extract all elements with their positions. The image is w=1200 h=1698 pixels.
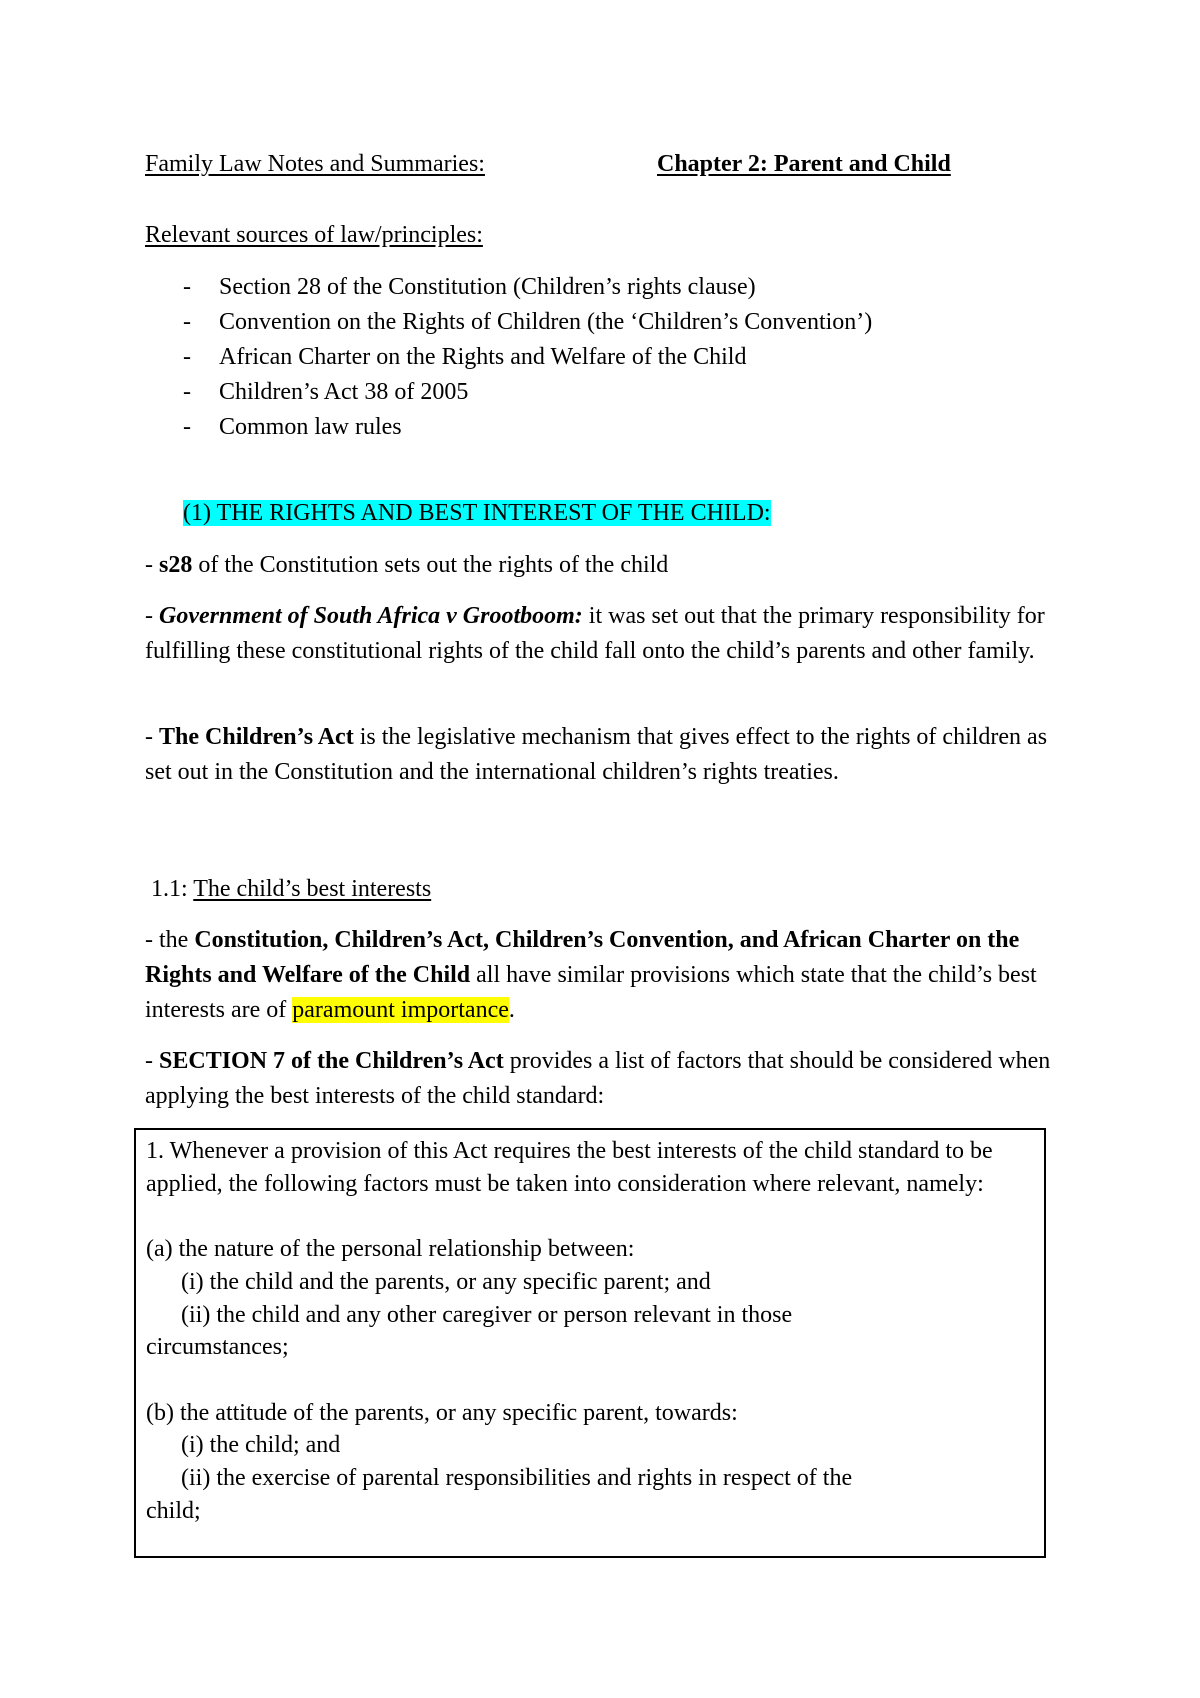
list-item-text: African Charter on the Rights and Welfare of the Child (219, 344, 747, 370)
paragraph-text: all have similar provisions which state that the child’s best interests are of (145, 962, 1037, 1023)
chapter-title: Chapter 2: Parent and Child (657, 151, 951, 177)
bold-term: s28 (159, 552, 193, 578)
list-item-text: Convention on the Rights of Children (the ‘Children’s Convention’) (219, 309, 873, 335)
quote-item-a: (a) the nature of the personal relationship between: (146, 1236, 635, 1263)
section-heading (183, 496, 771, 531)
bold-term: SECTION 7 of the Children’s Act (159, 1048, 504, 1074)
section-heading-text: (1) THE RIGHTS AND BEST INTEREST OF THE CHILD: (183, 500, 771, 526)
statute-quote-box (134, 1128, 1046, 1558)
paragraph-text: is the legislative mechanism that gives effect to the rights of children as set out in the Constitution and the international children’s rights treaties. (145, 724, 1048, 785)
paragraph-text: of the Constitution sets out the rights of the child (192, 552, 669, 578)
bullet-dash: - (183, 414, 191, 440)
spacer (146, 1200, 1034, 1233)
spacer (146, 1364, 1034, 1397)
paragraph-prefix: - (145, 724, 159, 750)
bullet-dash: - (183, 379, 191, 405)
case-name: Government of South Africa v Grootboom: (159, 603, 583, 629)
quote-item-b-i: (i) the child; and (181, 1432, 341, 1459)
paragraph-grootboom (145, 599, 1065, 669)
highlighted-text: paramount importance (292, 997, 509, 1023)
paragraph-paramount (145, 923, 1065, 1028)
list-item-text: Children’s Act 38 of 2005 (219, 379, 469, 405)
paragraph-text: it was set out that the primary responsibility for fulfilling these constitutional rights of the child fall onto the child’s parents and other family. (145, 603, 1045, 664)
quote-item-a-i: (i) the child and the parents, or any specific parent; and (181, 1268, 711, 1295)
quote-item-b-ii: (ii) the exercise of parental responsibilities and rights in respect of the (181, 1465, 853, 1491)
paragraph-prefix: - the (145, 927, 195, 953)
bullet-dash: - (183, 344, 191, 370)
paragraph-text: provides a list of factors that should be considered when applying the best interests of the child standard: (145, 1048, 1051, 1109)
paragraph-prefix: - (145, 1048, 159, 1074)
subsection-heading (151, 872, 431, 907)
paragraph-section7 (145, 1044, 1065, 1114)
sources-heading: Relevant sources of law/principles: (145, 222, 483, 248)
bullet-dash: - (183, 274, 191, 300)
paragraph-s28 (145, 548, 1065, 583)
paragraph-prefix: - (145, 552, 159, 578)
subsection-number: 1.1: (151, 876, 194, 902)
bold-term: Constitution, Children’s Act, Children’s Convention, and African Charter on the Rights and Welfare of the Child (145, 927, 1020, 988)
quote-item-b: (b) the attitude of the parents, or any specific parent, towards: (146, 1399, 738, 1426)
document-title: Family Law Notes and Summaries: (145, 151, 485, 177)
subsection-title: The child’s best interests (193, 876, 432, 902)
paragraph-childrens-act (145, 720, 1065, 790)
list-item-text: Common law rules (219, 414, 402, 440)
paragraph-end: . (508, 997, 515, 1023)
paragraph-prefix: - (145, 603, 159, 629)
quote-item-a-ii-cont: circumstances; (146, 1334, 289, 1361)
bold-term: The Children’s Act (159, 724, 354, 750)
list-item-text: Section 28 of the Constitution (Children’s rights clause) (219, 274, 756, 300)
quote-item-a-ii: (ii) the child and any other caregiver or person relevant in those (181, 1301, 793, 1328)
bullet-dash: - (183, 309, 191, 335)
quote-intro: 1. Whenever a provision of this Act requires the best interests of the child standard to be applied, the following factors must be taken into consideration where relevant, namely: (146, 1138, 993, 1197)
quote-item-b-ii-cont: child; (146, 1497, 201, 1524)
